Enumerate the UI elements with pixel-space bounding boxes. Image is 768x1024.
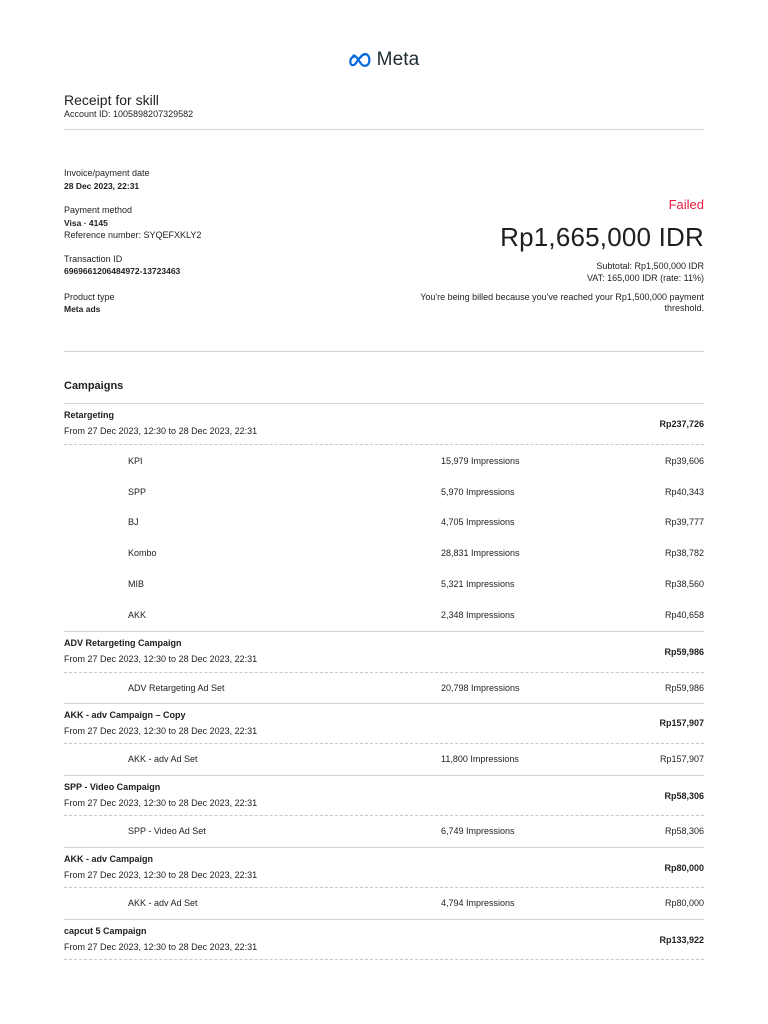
adset-impressions: 6,749 Impressions xyxy=(441,826,515,836)
reference-number: Reference number: SYQEFXKLY2 xyxy=(64,230,202,240)
adset-cost: Rp40,658 xyxy=(664,610,704,620)
vat: VAT: 165,000 IDR (rate: 11%) xyxy=(586,273,704,283)
adset-impressions: 4,794 Impressions xyxy=(441,898,515,908)
status-badge: Failed xyxy=(668,197,704,212)
summary-divider xyxy=(64,351,704,352)
payment-method-block xyxy=(64,205,364,240)
adset-cost: Rp39,777 xyxy=(664,517,704,527)
total-amount: Rp1,665,000 IDR xyxy=(500,222,704,252)
adset-impressions: 2,348 Impressions xyxy=(441,610,515,620)
campaign-date: From 27 Dec 2023, 12:30 to 28 Dec 2023, 22:31 xyxy=(64,654,258,664)
campaign-divider xyxy=(64,919,704,920)
account-id: Account ID: 1005898207329582 xyxy=(64,109,194,119)
product-type-label: Product type xyxy=(64,292,115,302)
meta-wordmark: Meta xyxy=(376,49,420,70)
campaign-total: Rp80,000 xyxy=(664,863,704,873)
adset-name: AKK - adv Ad Set xyxy=(128,754,198,764)
campaign-dashed-divider xyxy=(64,672,704,673)
meta-logo xyxy=(0,49,768,71)
adset-impressions: 5,321 Impressions xyxy=(441,579,515,589)
campaign-dashed-divider xyxy=(64,444,704,445)
payment-method-label: Payment method xyxy=(64,205,133,215)
campaign-date: From 27 Dec 2023, 12:30 to 28 Dec 2023, 22:31 xyxy=(64,942,258,952)
adset-name: Kombo xyxy=(128,548,157,558)
campaign-date: From 27 Dec 2023, 12:30 to 28 Dec 2023, 22:31 xyxy=(64,870,258,880)
payment-method-value: Visa · 4145 xyxy=(64,218,108,228)
campaign-name: AKK - adv Campaign xyxy=(64,854,154,864)
adset-cost: Rp39,606 xyxy=(664,456,704,466)
adset-name: AKK - adv Ad Set xyxy=(128,898,198,908)
invoice-date-block xyxy=(64,168,364,191)
adset-cost: Rp157,907 xyxy=(659,754,704,764)
campaign-total: Rp59,986 xyxy=(664,647,704,657)
invoice-date-label: Invoice/payment date xyxy=(64,168,150,178)
transaction-value: 6969661206484972-13723463 xyxy=(64,266,181,276)
campaign-dashed-divider xyxy=(64,743,704,744)
adset-name: SPP xyxy=(128,487,147,497)
adset-cost: Rp58,306 xyxy=(664,826,704,836)
campaign-total: Rp58,306 xyxy=(664,791,704,801)
product-type-value: Meta ads xyxy=(64,304,101,314)
adset-cost: Rp38,782 xyxy=(664,548,704,558)
adset-impressions: 5,970 Impressions xyxy=(441,487,515,497)
campaign-divider xyxy=(64,847,704,848)
transaction-block xyxy=(64,254,364,276)
meta-infinity-icon xyxy=(349,53,373,67)
campaign-total: Rp237,726 xyxy=(659,419,704,429)
adset-cost: Rp38,560 xyxy=(664,579,704,589)
campaign-dashed-divider xyxy=(64,959,704,960)
campaigns-divider xyxy=(64,403,704,404)
adset-name: MIB xyxy=(128,579,145,589)
transaction-label: Transaction ID xyxy=(64,254,123,264)
campaign-name: AKK - adv Campaign – Copy xyxy=(64,710,186,720)
adset-name: BJ xyxy=(128,517,139,527)
campaign-divider xyxy=(64,631,704,632)
campaign-divider xyxy=(64,703,704,704)
campaign-name: SPP - Video Campaign xyxy=(64,782,161,792)
adset-cost: Rp80,000 xyxy=(664,898,704,908)
adset-name: ADV Retargeting Ad Set xyxy=(128,683,225,693)
campaign-date: From 27 Dec 2023, 12:30 to 28 Dec 2023, 22:31 xyxy=(64,798,258,808)
campaign-name: capcut 5 Campaign xyxy=(64,926,147,936)
campaign-total: Rp133,922 xyxy=(659,935,704,945)
adset-cost: Rp40,343 xyxy=(664,487,704,497)
campaign-divider xyxy=(64,775,704,776)
invoice-date-value: 28 Dec 2023, 22:31 xyxy=(64,181,140,191)
campaign-dashed-divider xyxy=(64,887,704,888)
adset-impressions: 4,705 Impressions xyxy=(441,517,515,527)
campaign-total: Rp157,907 xyxy=(659,718,704,728)
adset-name: SPP - Video Ad Set xyxy=(128,826,206,836)
adset-name: AKK xyxy=(128,610,147,620)
campaign-name: ADV Retargeting Campaign xyxy=(64,638,182,648)
campaign-dashed-divider xyxy=(64,815,704,816)
adset-impressions: 11,800 Impressions xyxy=(441,754,519,764)
product-type-block xyxy=(64,292,364,314)
campaign-name: Retargeting xyxy=(64,410,115,420)
header-divider xyxy=(64,129,704,130)
campaigns-heading: Campaigns xyxy=(64,380,124,392)
campaign-date: From 27 Dec 2023, 12:30 to 28 Dec 2023, 22:31 xyxy=(64,426,258,436)
receipt-title: Receipt for skill xyxy=(64,92,159,108)
adset-impressions: 15,979 Impressions xyxy=(441,456,520,466)
campaign-date: From 27 Dec 2023, 12:30 to 28 Dec 2023, 22:31 xyxy=(64,726,258,736)
adset-impressions: 28,831 Impressions xyxy=(441,548,520,558)
billing-note: You're being billed because you've reached your Rp1,500,000 payment threshold. xyxy=(420,292,704,313)
subtotal: Subtotal: Rp1,500,000 IDR xyxy=(596,261,704,271)
adset-impressions: 20,798 Impressions xyxy=(441,683,520,693)
adset-cost: Rp59,986 xyxy=(664,683,704,693)
adset-name: KPI xyxy=(128,456,143,466)
